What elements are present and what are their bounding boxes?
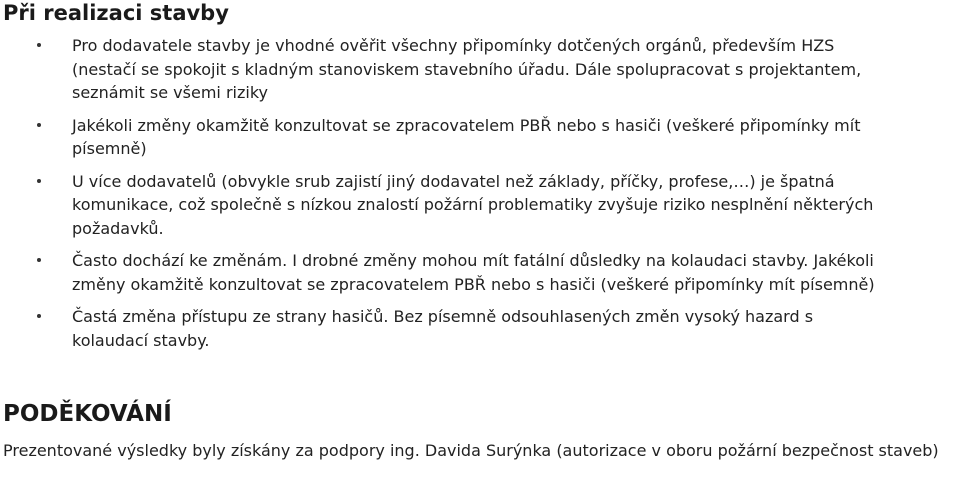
- bullet-icon: [37, 43, 41, 47]
- list-item-line: komunikace, což společně s nízkou znalostí požární problematiky zvyšuje riziko nesplnění některých: [72, 195, 874, 214]
- list-item-line: Jakékoli změny okamžitě konzultovat se zpracovatelem PBŘ nebo s hasiči (veškeré připomínky mít: [72, 115, 861, 135]
- list-item: [0, 34, 960, 105]
- list-item-line: změny okamžitě konzultovat se zpracovatelem PBŘ nebo s hasiči (veškeré připomínky mít písemně): [72, 274, 875, 294]
- acknowledgement-text: Prezentované výsledky byly získány za podpory ing. Davida Surýnka (autorizace v oboru požární bezpečnost staveb): [3, 441, 939, 460]
- bullet-icon: [37, 123, 41, 127]
- list-item-line: písemně): [72, 139, 147, 158]
- bullet-icon: [37, 179, 41, 183]
- list-item: [0, 249, 960, 296]
- list-item: [0, 114, 960, 161]
- list-item-line: požadavků.: [72, 218, 164, 238]
- list-item-line: Často dochází ke změnám. I drobné změny mohou mít fatální důsledky na kolaudaci stavby. Jakékoli: [72, 251, 874, 270]
- section-title-realizace: Při realizaci stavby: [3, 1, 229, 25]
- bullet-icon: [37, 258, 41, 262]
- list-item-line: kolaudací stavby.: [72, 330, 210, 350]
- bullet-list: [0, 34, 960, 361]
- list-item-line: (nestačí se spokojit s kladným stanoviskem stavebního úřadu. Dále spolupracovat s projektantem,: [72, 59, 862, 79]
- list-item-line: U více dodavatelů (obvykle srub zajistí jiný dodavatel než základy, příčky, profese,…) je špatná: [72, 171, 835, 191]
- section-title-podekovani: PODĚKOVÁNÍ: [3, 401, 172, 427]
- list-item-line: seznámit se všemi riziky: [72, 83, 268, 102]
- bullet-icon: [37, 314, 41, 318]
- list-item: [0, 170, 960, 241]
- list-item-line: Pro dodavatele stavby je vhodné ověřit všechny připomínky dotčených orgánů, především HZS: [72, 36, 835, 55]
- list-item-line: Častá změna přístupu ze strany hasičů. Bez písemně odsouhlasených změn vysoký hazard s: [72, 307, 814, 326]
- list-item: [0, 305, 960, 352]
